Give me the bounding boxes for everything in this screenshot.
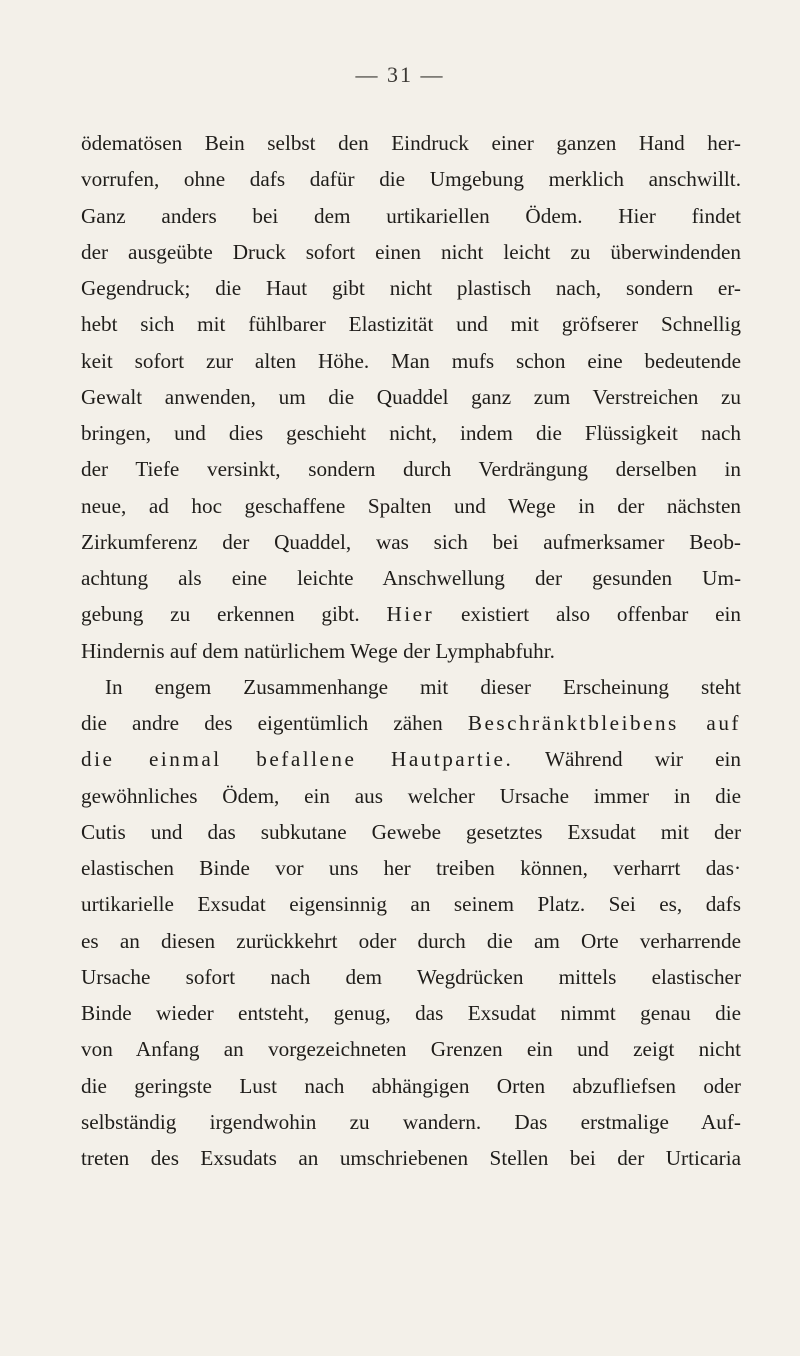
text-line: urtikarielle Exsudat eigensinnig an seinem Platz. Sei es, dafs [81, 892, 741, 917]
text-line: Ursache sofort nach dem Wegdrücken mittels elastischer [81, 964, 741, 989]
text-line [81, 741, 741, 777]
text-line: die geringste Lust nach abhängigen Orten abzufliefsen oder [81, 1073, 741, 1098]
text-line: es an diesen zurückkehrt oder durch die am Orte verharrende [81, 928, 741, 953]
text-line: achtung als eine leichte Anschwellung der gesunden Um- [81, 566, 741, 590]
text-line [81, 596, 741, 632]
body-text [81, 125, 741, 1176]
text-line: Binde wieder entsteht, genug, das Exsudat nimmt genau die [81, 1001, 741, 1025]
text-line: Gewalt anwenden, um die Quaddel ganz zum Verstreichen zu [81, 384, 741, 409]
text-line: selbständig irgendwohin zu wandern. Das erstmalige Auf- [81, 1109, 741, 1134]
text-line: gewöhnliches Ödem, ein aus welcher Ursache immer in die [81, 783, 741, 808]
text-line: Cutis und das subkutane Gewebe gesetztes Exsudat mit der [81, 819, 741, 844]
text-line: der Tiefe versinkt, sondern durch Verdrängung derselben in [81, 457, 741, 482]
text-line: keit sofort zur alten Höhe. Man mufs schon eine bedeutende [81, 348, 741, 373]
text-line: hebt sich mit fühlbarer Elastizität und mit gröfserer Schnellig [81, 312, 741, 337]
text-line [81, 705, 741, 741]
text-line: neue, ad hoc geschaffene Spalten und Wege in der nächsten [81, 493, 741, 518]
text-segment: die andre des eigentümlich zähen [81, 711, 468, 735]
text-segment: gebung zu erkennen gibt. [81, 602, 387, 627]
text-line: Gegendruck; die Haut gibt nicht plastisch nach, sondern er- [81, 276, 741, 300]
text-line: Hindernis auf dem natürlichem Wege der Lymphabfuhr. [81, 638, 555, 663]
text-line: treten des Exsudats an umschriebenen Stellen bei der Urticaria [81, 1146, 741, 1170]
page-number: — 31 — [355, 62, 445, 87]
text-line: der ausgeübte Druck sofort einen nicht leicht zu überwindenden [81, 239, 741, 264]
emphasized-text: Hier [386, 602, 435, 627]
text-line: vorrufen, ohne dafs dafür die Umgebung merklich anschwillt. [81, 167, 741, 192]
text-line: In engem Zusammenhange mit dieser Erscheinung steht [105, 674, 741, 699]
text-segment: Während wir ein [513, 747, 741, 772]
emphasized-text: Beschränktbleibens auf [467, 711, 741, 735]
emphasized-text: die einmal befallene Hautpartie. [81, 747, 514, 772]
text-line: Ganz anders bei dem urtikariellen Ödem. Hier findet [81, 203, 741, 228]
text-line: Zirkumferenz der Quaddel, was sich bei aufmerksamer Beob- [81, 529, 741, 554]
text-segment: existiert also offenbar ein [434, 602, 741, 627]
text-line: ödematösen Bein selbst den Eindruck einer ganzen Hand her- [81, 131, 741, 155]
text-line: von Anfang an vorgezeichneten Grenzen ein und zeigt nicht [81, 1037, 741, 1062]
text-line: elastischen Binde vor uns her treiben können, verharrt das· [81, 856, 741, 880]
text-line: bringen, und dies geschieht nicht, indem die Flüssigkeit nach [81, 421, 741, 445]
